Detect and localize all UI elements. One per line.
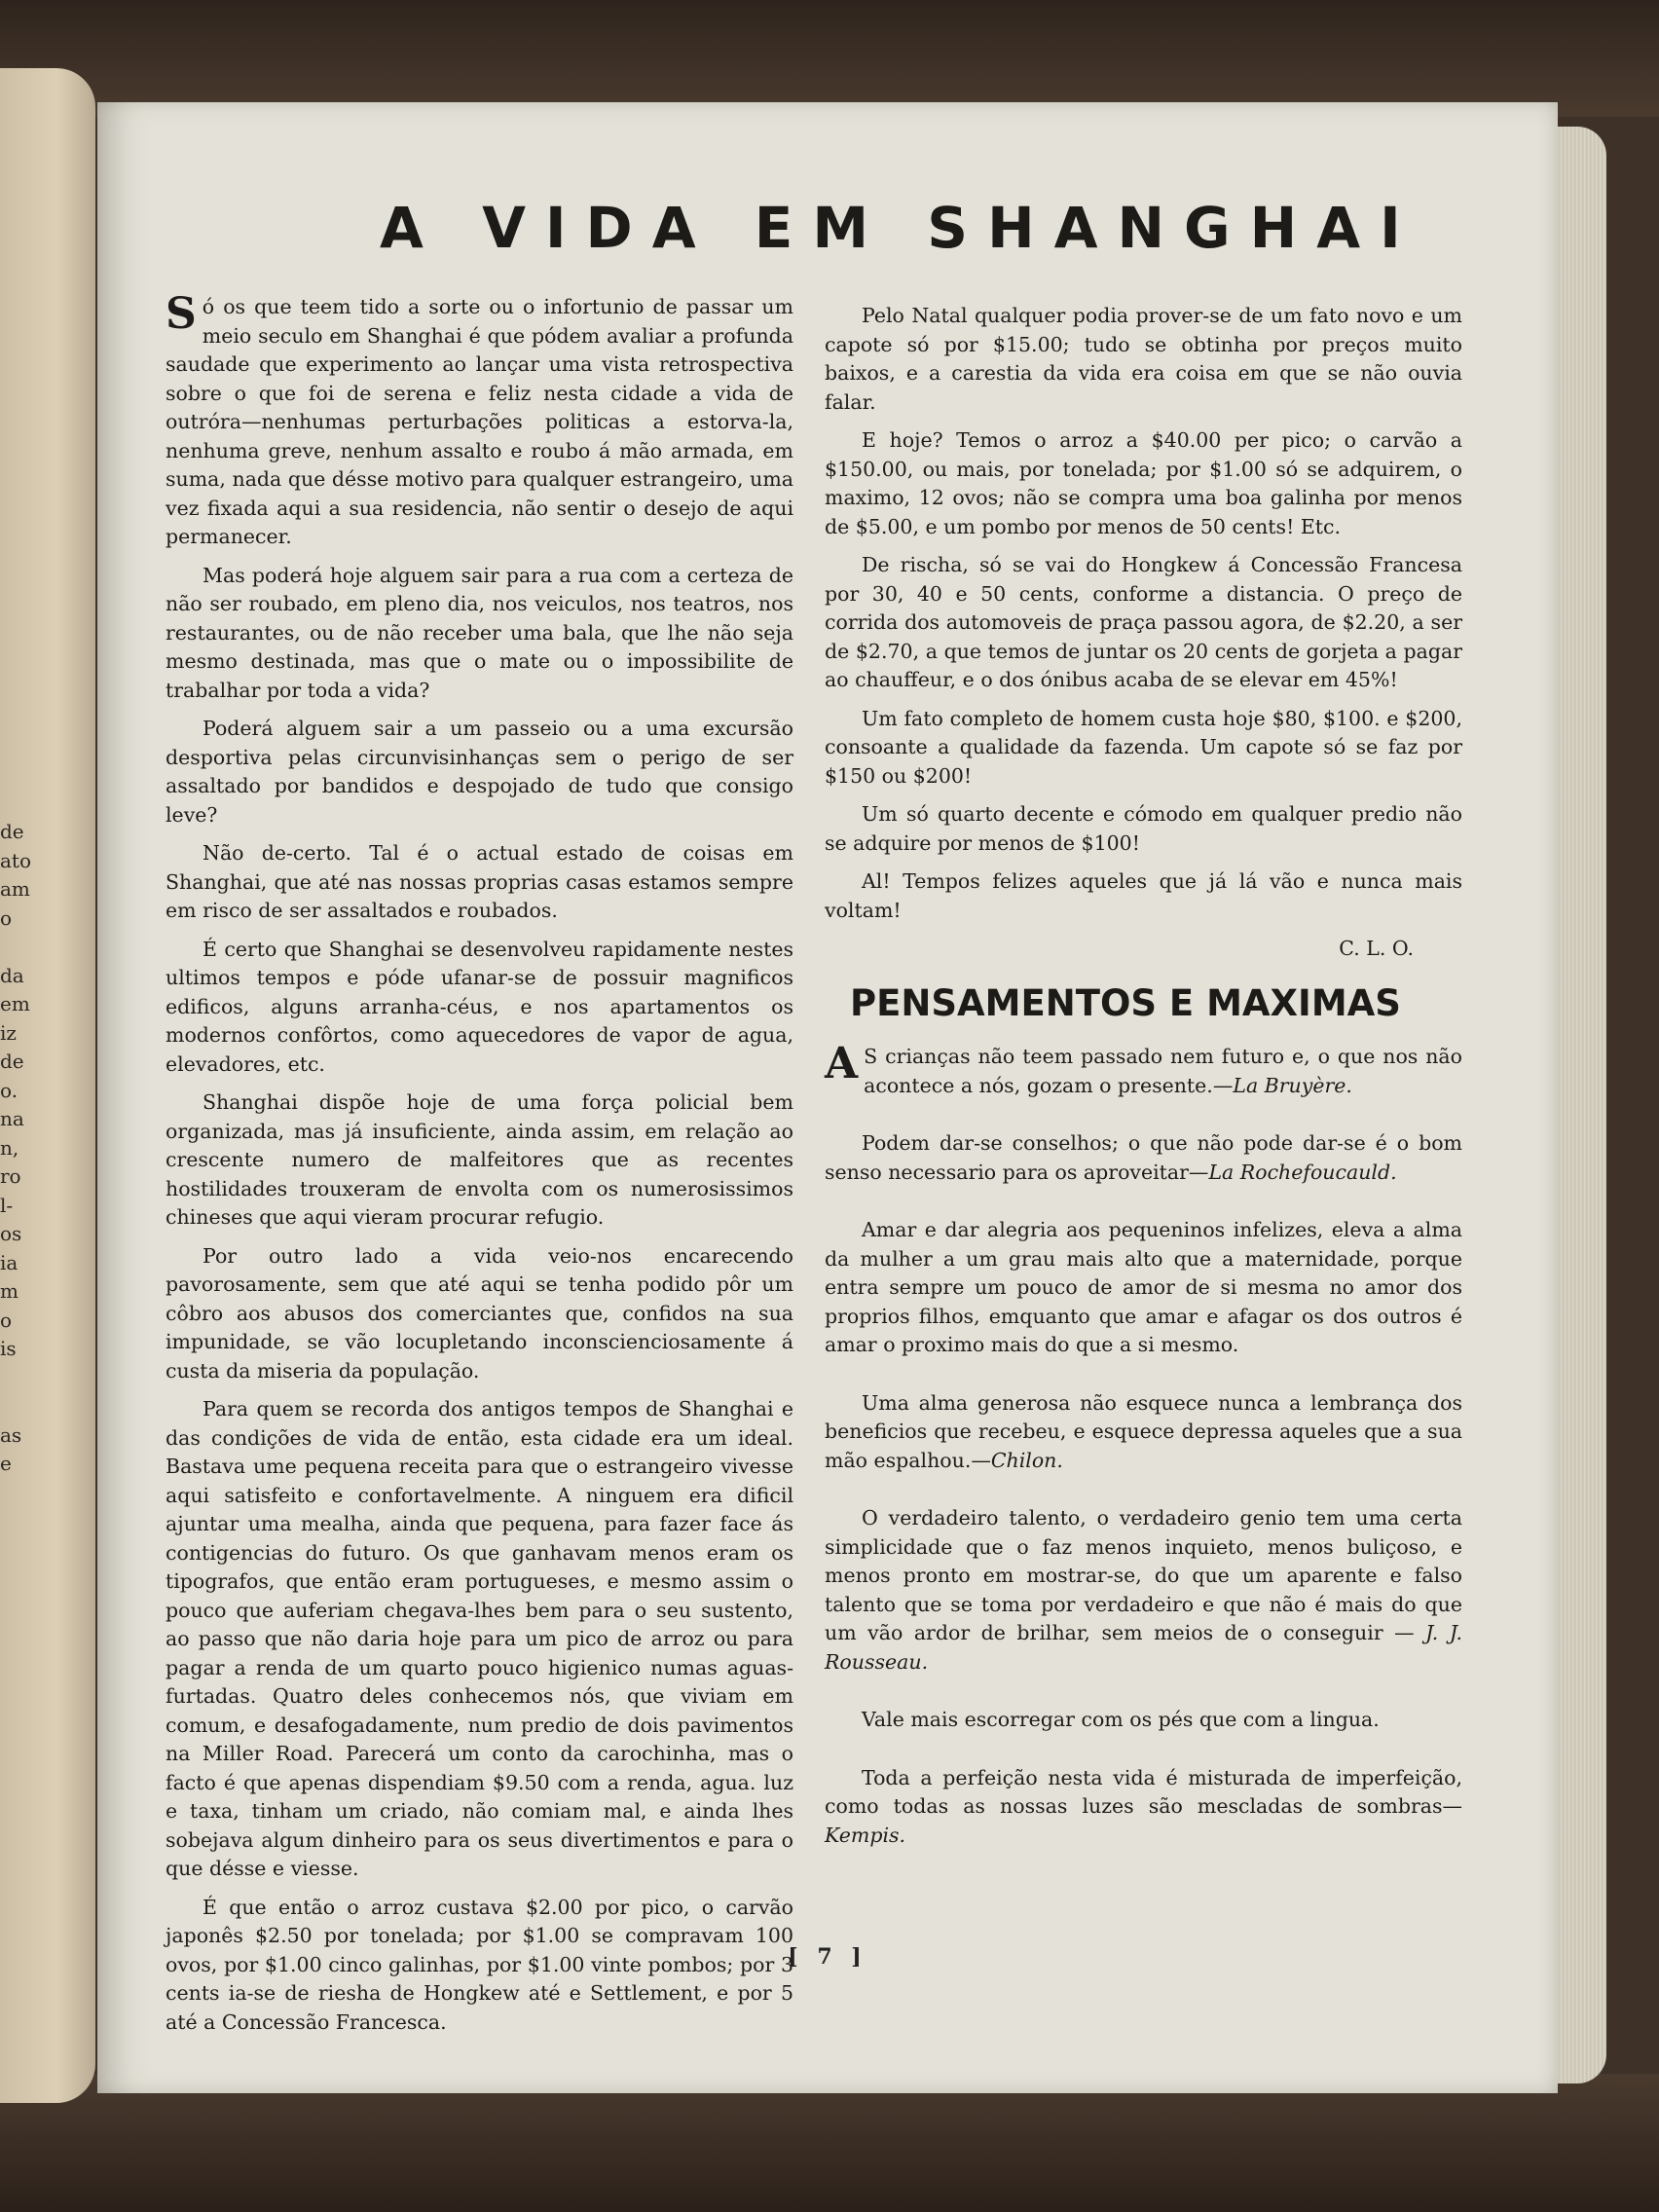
paragraph-text: Mas poderá hoje alguem sair para a rua com a certeza de não ser roubado, em pleno dia, nos veiculos, nos teatros, nos restaurantes, ou de não receber uma bala, que lhe não seja mesmo destinada, mas que o mate ou o impossibilite de trabalhar por toda a vida? <box>166 563 793 702</box>
maxim-text: O verdadeiro talento, o verdadeiro genio tem uma certa simplicidade que o faz menos inquieto, menos buliçoso, e menos pronto em mostrar-se, do que um aparente e falso talento que se toma por verdadeiro e que não é mais do que um vão ardor de brilhar, sem meios de o conseguir — <box>825 1506 1462 1644</box>
left-page-text-fragments <box>0 818 39 1479</box>
drop-cap: S <box>166 289 197 339</box>
article-paragraph <box>166 1242 793 1386</box>
maxims-title: PENSAMENTOS E MAXIMAS <box>850 981 1401 1024</box>
article-paragraph: Um só quarto decente e cómodo em qualquer predio não se adquire por menos de $100! <box>825 802 1462 855</box>
article-title: A VIDA EM SHANGHAI <box>380 195 1420 261</box>
left-page-fragment: da <box>0 963 24 987</box>
paragraph-text: Poderá alguem sair a um passeio ou a uma excursão desportiva pelas circunvisinhanças sem o perigo de ser assaltado por bandidos e despojado de tudo que consigo leve? <box>166 717 793 827</box>
paragraph-text: É que então o arroz custava $2.00 por pico, o carvão japonês $2.50 por tonelada; por $1.00 se compravam 100 ovos, por $1.00 cinco galinhas, por $1.00 vinte pombos; por 3 cents ia-se de riesha de Hongkew até e Settlement, e por 5 até a Concessão Francesca. <box>166 1895 793 2034</box>
article-column-right <box>825 302 1462 1879</box>
left-page-fragment: em <box>0 992 30 1015</box>
left-page-fragment <box>0 1392 39 1421</box>
maxim-item <box>825 1504 1462 1677</box>
paragraph-text: É certo que Shanghai se desenvolveu rapidamente nestes ultimos tempos e póde ufanar-se de possuir magnificos edificos, alguns arranha-céus, e nos apartamentos os modernos confôrtos, como aquecedores de vapor de agua, elevadores, etc. <box>166 937 793 1076</box>
article-paragraph <box>166 1395 793 1884</box>
maxims-list <box>825 1039 1462 1850</box>
paragraph-text: Não de-certo. Tal é o actual estado de coisas em Shanghai, que até nas nossas proprias casas estamos sempre em risco de ser assaltados e roubados. <box>166 841 793 922</box>
left-page-fragment <box>0 933 39 962</box>
maxim-item <box>825 1039 1462 1100</box>
maxim-text: Podem dar-se conselhos; o que não pode dar-se é o bom senso necessario para os aproveitar— <box>825 1131 1462 1184</box>
maxim-text: Amar e dar alegria aos pequeninos infelizes, eleva a alma da mulher a um grau mais alto que a maternidade, porque entra sempre um pouco de amor de si mesma no amor dos proprios filhos, emquanto que amar e afagar os dos outros é amar o proximo mais do que a si mesmo. <box>825 1218 1462 1356</box>
article-signature: C. L. O. <box>1339 937 1414 960</box>
article-paragraph <box>166 1088 793 1233</box>
article-column-left <box>166 289 793 2046</box>
maxim-item <box>825 1216 1462 1360</box>
maxim-text: Toda a perfeição nesta vida é misturada de imperfeição, como todas as nossas luzes são mescladas de sombras— <box>825 1765 1462 1818</box>
left-page-fragment: l- <box>0 1193 14 1217</box>
maxim-item <box>825 1706 1462 1735</box>
left-page-fragment: m <box>0 1279 18 1303</box>
magazine-page <box>97 102 1558 2093</box>
article-paragraph <box>166 715 793 830</box>
article-paragraph: Pelo Natal qualquer podia prover-se de um fato novo e um capote só por $15.00; tudo se obtinha por preços muito baixos, e a carestia da vida era coisa em que se não ouvia falar. <box>825 304 1462 414</box>
article-paragraph: Um fato completo de homem custa hoje $80, $100. e $200, consoante a qualidade da fazenda. Um capote só se faz por $150 ou $200! <box>825 706 1462 788</box>
article-paragraph: De rischa, só se vai do Hongkew á Concessão Francesa por 30, 40 e 50 cents, conforme a distancia. O preço de corrida dos automoveis de praça passou agora, de $2.20, a ser de $2.70, a que temos de juntar os 20 cents de gorjeta a pagar ao chauffeur, e o dos ónibus acaba de se elevar em 45%! <box>825 553 1462 691</box>
left-page-fragment: is <box>0 1337 17 1360</box>
left-page-fragment: ato <box>0 848 32 872</box>
maxim-author: La Rochefoucauld. <box>1208 1160 1397 1184</box>
maxim-item <box>825 1389 1462 1476</box>
article-paragraph <box>166 1894 793 2038</box>
left-page-fragment: ia <box>0 1250 18 1274</box>
paragraph-text: Por outro lado a vida veio-nos encarecendo pavorosamente, sem que até aqui se tenha podido pôr um côbro aos abusos dos comerciantes que, confidos na sua impunidade, se vão locupletando inconscienciosamente á custa da miseria da população. <box>166 1243 793 1382</box>
left-page-fragment: na <box>0 1107 24 1130</box>
left-page-fragment: iz <box>0 1020 17 1045</box>
maxim-author: La Bruyère. <box>1233 1073 1352 1097</box>
maxim-item <box>825 1764 1462 1851</box>
maxim-author: Kempis. <box>825 1823 906 1847</box>
paragraph-text: Shanghai dispõe hoje de uma força policial bem organizada, mas já insuficiente, ainda assim, em relação ao crescente numero de malfeitores que as recentes hostilidades trouxeram de envolta com os numerosissimos chineses que aqui vieram procurar refugio. <box>166 1090 793 1229</box>
article-paragraph: Al! Tempos felizes aqueles que já lá vão e nunca mais voltam! <box>825 869 1462 922</box>
article-paragraph <box>166 936 793 1080</box>
maxim-text: S crianças não teem passado nem futuro e, o que nos não acontece a nós, gozam o presente.— <box>864 1045 1462 1097</box>
drop-cap: A <box>825 1039 859 1088</box>
left-page-fragment <box>0 1364 39 1393</box>
left-page-fragment: o. <box>0 1078 18 1102</box>
left-page-fragment: as <box>0 1422 22 1447</box>
maxim-author: Chilon. <box>990 1448 1063 1472</box>
paragraph-text: ó os que teem tido a sorte ou o infortunio de passar um meio seculo em Shanghai é que pódem avaliar a profunda saudade que experimento ao lançar uma vista retrospectiva sobre o que foi de serena e feliz nesta cidade a vida de outróra—nenhumas perturbações politicas a estorva-la, nenhuma greve, nenhum assalto e roubo á mão armada, em suma, nada que désse motivo para qualquer estrangeiro, uma vez fixada aqui a sua residencia, não sentir o desejo de aqui permanecer. <box>166 295 793 548</box>
left-page-fragment: n, <box>0 1135 19 1160</box>
article-continuation <box>825 302 1462 925</box>
table-background-top <box>0 0 1659 117</box>
maxim-text: Uma alma generosa não esquece nunca a lembrança dos beneficios que recebeu, e esquece depressa aqueles que a sua mão espalhou.— <box>825 1390 1462 1472</box>
article-paragraph: E hoje? Temos o arroz a $40.00 per pico; o carvão a $150.00, ou mais, por tonelada; por $1.00 só se adquirem, o maximo, 12 ovos; não se compra uma boa galinha por menos de $5.00, e um pombo por menos de 50 cents! Etc. <box>825 428 1462 538</box>
left-page-fragment: am <box>0 877 30 901</box>
left-page-fragment: o <box>0 905 13 930</box>
left-page-fragment: os <box>0 1222 22 1245</box>
left-page-fragment: de <box>0 820 24 843</box>
paragraph-text: Para quem se recorda dos antigos tempos de Shanghai e das condições de vida de então, esta cidade era um ideal. Bastava ume pequena receita para que o estrangeiro vivesse aqui satisfeito e confortavelmente. A ninguem era dificil ajuntar uma mealha, ainda que pequena, para fazer face ás contigencias do futuro. Os que ganhavam menos eram os tipografos, que então eram portugueses, e mesmo assim o pouco que auferiam chegava-lhes bem para o seu sustento, ao passo que não daria hoje para um pico de arroz ou para pagar a renda de um quarto pouco higienico numas aguas-furtadas. Quatro deles conhecemos nós, que viviam em comum, e desafogadamente, num predio de dois pavimentos na Miller Road. Parecerá um conto da carochinha, mas o facto é que apenas dispendiam $9.50 com a renda, agua. luz e taxa, tinham um criado, não comiam mal, e ainda lhes sobejava algum dinheiro para os seus divertimentos e para o que désse e viesse. <box>166 1397 793 1880</box>
left-page-fragment: e <box>0 1452 12 1475</box>
maxim-author: J. J. Rousseau. <box>825 1621 1462 1674</box>
article-paragraph <box>166 839 793 926</box>
article-paragraph <box>166 562 793 706</box>
maxim-text: Vale mais escorregar com os pés que com a lingua. <box>862 1708 1380 1731</box>
table-background-bottom <box>0 2074 1659 2212</box>
article-paragraph <box>166 289 793 552</box>
maxim-item <box>825 1129 1462 1187</box>
page-number: [ 7 ] <box>788 1944 867 1970</box>
left-facing-page <box>0 68 95 2103</box>
left-page-fragment: o <box>0 1308 13 1332</box>
left-page-fragment: de <box>0 1050 24 1073</box>
left-page-fragment: ro <box>0 1164 21 1188</box>
